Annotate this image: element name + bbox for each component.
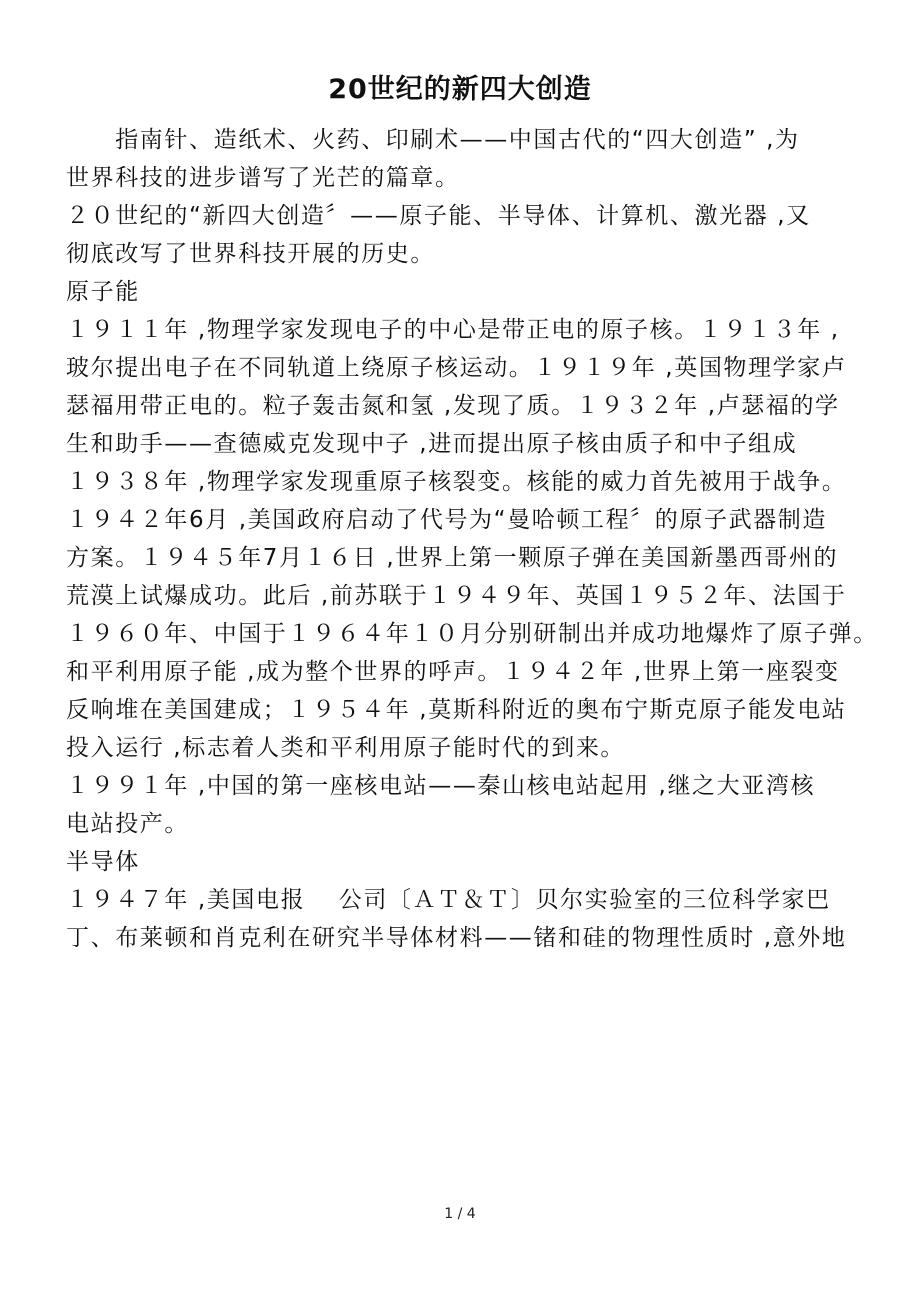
text-line: １９４２年6月 ,美国政府启动了代号为“曼哈顿工程〞的原子武器制造 [66, 507, 827, 533]
text-line: 和平利用原子能 ,成为整个世界的呼声。１９４２年 ,世界上第一座裂变 [66, 659, 840, 685]
text-line: 反响堆在美国建成；１９５４年 ,莫斯科附近的奥布宁斯克原子能发电站 [66, 697, 847, 723]
text-line: 投入运行 ,标志着人类和平利用原子能时代的到来。 [66, 735, 626, 761]
text-line: １９９１年 ,中国的第一座核电站——秦山核电站起用 ,继之大亚湾核 [66, 773, 816, 799]
text-line: １９３８年 ,物理学家发现重原子核裂变。核能的威力首先被用于战争。 [66, 469, 847, 495]
document-title: 20世纪的新四大创造 [328, 74, 592, 105]
text-line: 世界科技的进步谱写了光芒的篇章。 [66, 165, 460, 191]
section-heading-atomic-energy: 原子能 [66, 279, 140, 305]
text-line: １９１１年 ,物理学家发现电子的中心是带正电的原子核。１９１３年 , [66, 317, 840, 343]
text-line: 方案。１９４５年7月１６日 ,世界上第一颗原子弹在美国新墨西哥州的 [66, 545, 839, 571]
text-line: 指南针、造纸术、火药、印刷术——中国古代的“四大创造” ,为 [66, 127, 800, 153]
text-line: 荒漠上试爆成功。此后 ,前苏联于１９４９年、英国１９５２年、法国于 [66, 583, 847, 609]
text-line: 丁、布莱顿和肖克利在研究半导体材料——锗和硅的物理性质时 ,意外地 [66, 925, 847, 951]
page-number: 1 / 4 [444, 1206, 476, 1222]
text-line: 彻底改写了世界科技开展的历史。 [66, 241, 435, 267]
document-body [66, 121, 878, 957]
text-line: 瑟福用带正电的。粒子轰击氮和氢 ,发现了质。１９３２年 ,卢瑟福的学 [66, 393, 840, 419]
section-heading-semiconductor: 半导体 [66, 849, 140, 875]
text-line: １９４７年 ,美国电报 公司〔ＡＴ＆Ｔ〕贝尔实验室的三位科学家巴 [66, 887, 831, 913]
text-line: 玻尔提出电子在不同轨道上绕原子核运动。１９１９年 ,英国物理学家卢 [66, 355, 847, 381]
text-line: １９６０年、中国于１９６４年１０月分别研制出并成功地爆炸了原子弹。 [66, 621, 878, 647]
text-line: 生和助手——查德威克发现中子 ,进而提出原子核由质子和中子组成 [66, 431, 798, 457]
text-line: ２０世纪的“新四大创造〞——原子能、半导体、计算机、激光器 ,又 [66, 203, 811, 229]
text-line: 电站投产。 [66, 811, 189, 837]
